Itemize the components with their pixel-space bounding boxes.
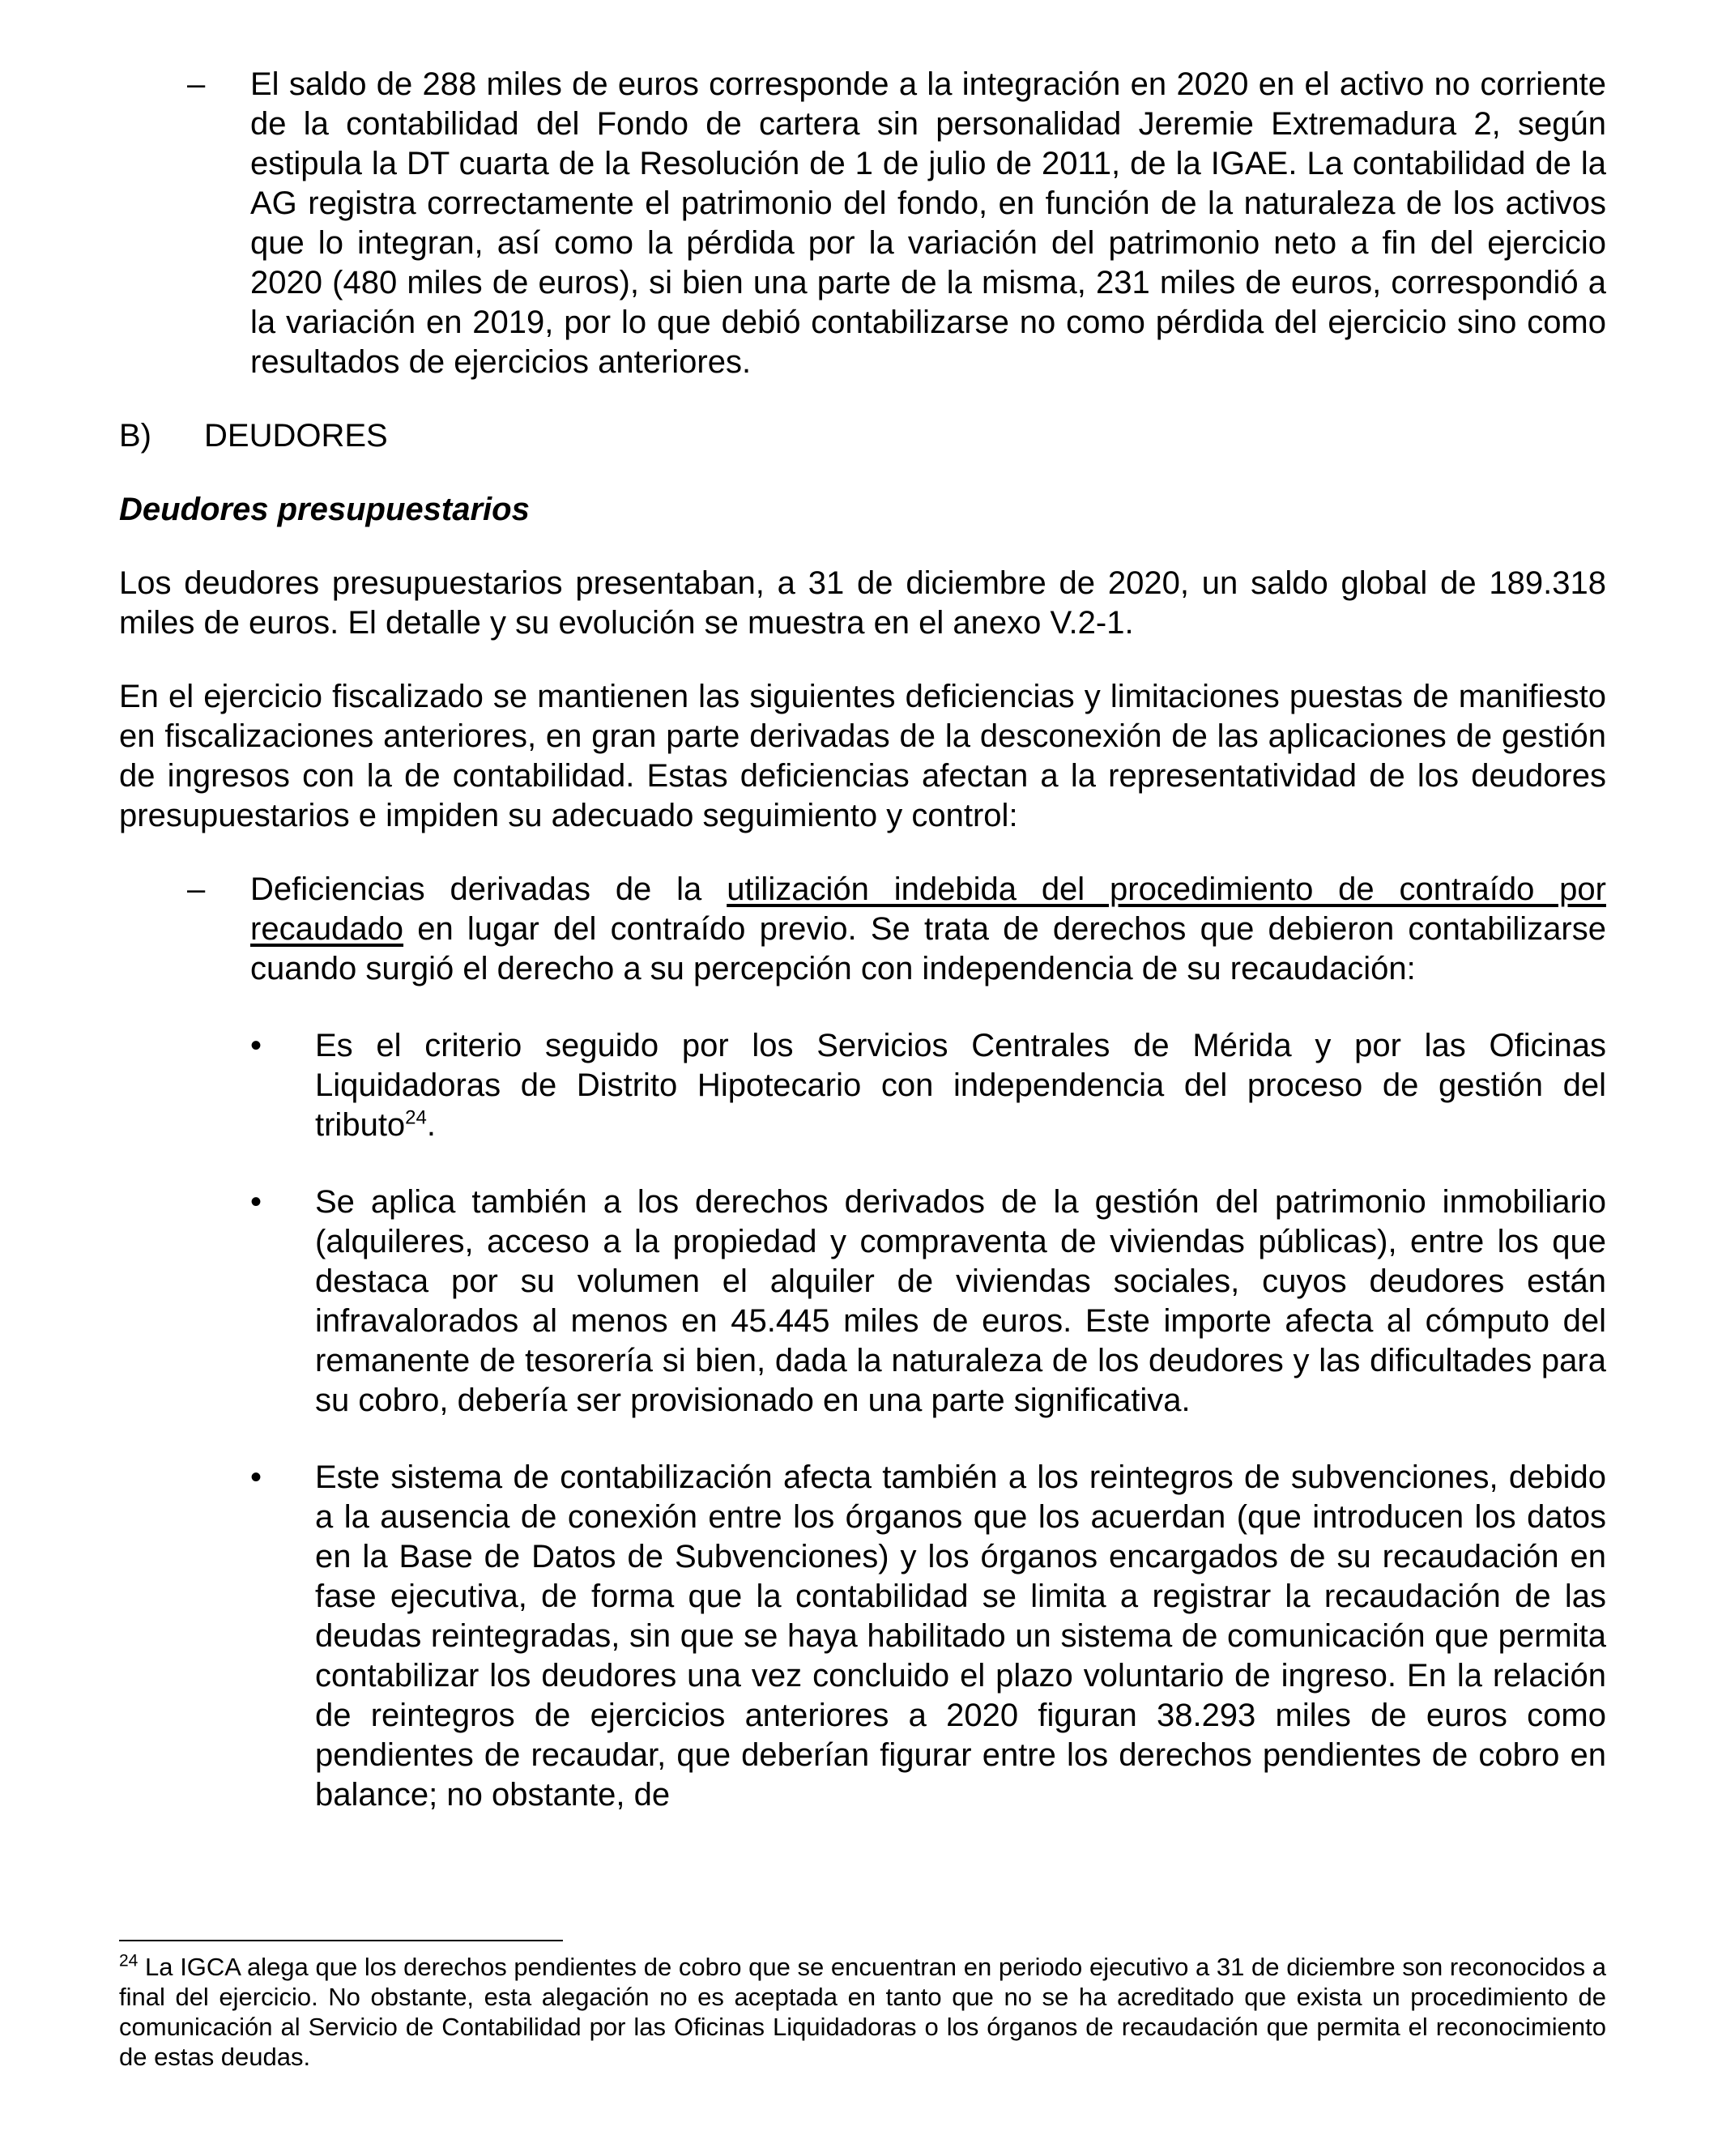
dash-marker: – [187,66,206,102]
footnote-reference[interactable]: 24 [405,1106,427,1129]
document-body [119,65,1606,1815]
bullet-item-patrimonio [250,1182,1606,1421]
bullet-item-reintegros [250,1458,1606,1815]
fondo-paragraph: El saldo de 288 miles de euros corresponde a la integración en 2020 en el activo no corriente de la contabilidad del Fondo de cartera sin personalidad Jeremie Extremadura 2, según estipula la DT cuarta de la Resolución de 1 de julio de 2011, de la IGAE. La contabilidad de la AG registra correctamente el patrimonio del fondo, en función de la naturaleza de los activos que lo integran, así como la pérdida por la variación del patrimonio neto a fin del ejercicio 2020 (480 miles de euros), si bien una parte de la misma, 231 miles de euros, correspondió a la variación en 2019, por lo que debió contabilizarse no como pérdida del ejercicio sino como resultados de ejercicios anteriores. [250,66,1606,380]
dash-list-item-deficiencias [187,870,1606,989]
bullet-text: Es el criterio seguido por los Servicios Centrales de Mérida y por las Oficinas Liquidadoras de Distrito Hipotecario con independencia del proceso de gestión del tributo [315,1028,1606,1143]
dash-marker: – [187,871,206,907]
footnote-24 [119,1952,1606,2072]
dash-list-item-fondo [187,65,1606,382]
paragraph-deficiencias: En el ejercicio fiscalizado se mantienen las siguientes deficiencias y limitaciones puestas de manifiesto en fiscalizaciones anteriores, en gran parte derivadas de la desconexión de las aplicaciones de gestión de ingresos con la de contabilidad. Estas deficiencias afectan a la representatividad de los deudores presupuestarios e impiden su adecuado seguimiento y control: [119,679,1606,833]
section-title: DEUDORES [204,418,388,454]
subheading-deudores-presupuestarios: Deudores presupuestarios [119,492,530,527]
footnote-number: 24 [119,1951,139,1971]
paragraph-saldo-global: Los deudores presupuestarios presentaban, a 31 de diciembre de 2020, un saldo global de 189.318 miles de euros. El detalle y su evolución se muestra en el anexo V.2-1. [119,565,1606,641]
bullet-item-criterio [250,1026,1606,1145]
bullet-paragraph-patrimonio: Se aplica también a los derechos derivados de la gestión del patrimonio inmobiliario (alquileres, acceso a la propiedad y compraventa de viviendas públicas), entre los que destaca por su volumen el alquiler de viviendas sociales, cuyos deudores están infravalorados al menos en 45.445 miles de euros. Este importe afecta al cómputo del remanente de tesorería si bien, dada la naturaleza de los deudores y las dificultades para su cobro, debería ser provisionado en una parte significativa. [315,1184,1606,1418]
bullet-paragraph-reintegros: Este sistema de contabilización afecta también a los reintegros de subvenciones, debido a la ausencia de conexión entre los órganos que los acuerdan (que introducen los datos en la Base de Datos de Subvenciones) y los órganos encargados de su recaudación en fase ejecutiva, de forma que la contabilidad se limita a registrar la recaudación de las deudas reintegradas, sin que se haya habilitado un sistema de comunicación que permita contabilizar los deudores una vez concluido el plazo voluntario de ingreso. En la relación de reintegros de ejercicios anteriores a 2020 figuran 38.293 miles de euros como pendientes de recaudar, que deberían figurar entre los derechos pendientes de cobro en balance; no obstante, de [315,1459,1606,1813]
bullet-marker: • [250,1459,262,1495]
bullet-marker: • [250,1184,262,1220]
underlined-phrase: utilización indebida del procedimiento de contraído por recaudado [250,871,1606,947]
deficiencias-paragraph [250,870,1606,989]
section-letter: B) [119,418,151,454]
deficiencias-text-end: en lugar del contraído previo. Se trata de derechos que debieron contabilizarse cuando surgió el derecho a su percepción con independencia de su recaudación: [250,911,1606,986]
bullet-text-end: . [426,1107,436,1143]
footnote-text: La IGCA alega que los derechos pendientes de cobro que se encuentran en periodo ejecutivo a 31 de diciembre son reconocidos a final del ejercicio. No obstante, esta alegación no es aceptada en tanto que no se ha acreditado que exista un procedimiento de comunicación al Servicio de Contabilidad por las Oficinas Liquidadoras o los órganos de recaudación que permita el reconocimiento de estas deudas. [119,1953,1606,2071]
bullet-marker: • [250,1028,262,1063]
footnote-separator [119,1940,563,1941]
section-heading-deudores [119,416,1606,456]
deficiencias-text-start: Deficiencias derivadas de la [250,871,727,907]
bullet-paragraph-criterio [315,1026,1606,1145]
